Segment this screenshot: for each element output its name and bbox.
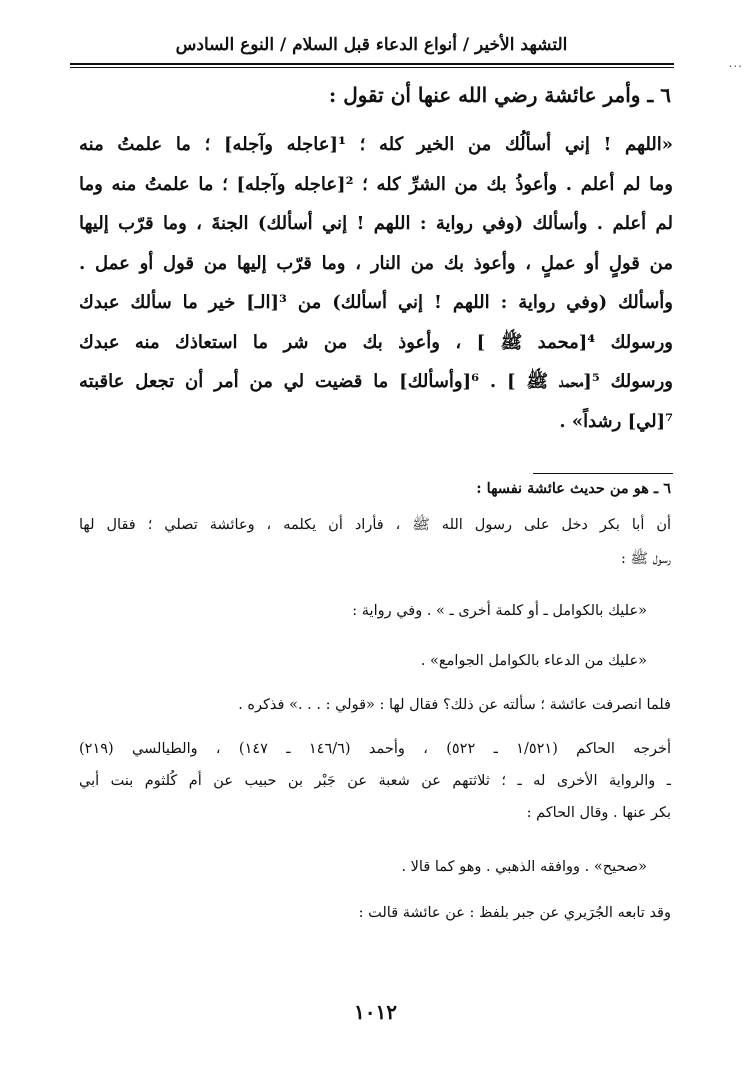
- main-text-line: ورسولك ⁵[محمد ﷺ ] . ⁶[وأسألك] ما قضيت لي من أمر أن تجعل عاقبته: [79, 371, 673, 392]
- footnote-para-4: «صحيح» . ووافقه الذهبي . وهو كما قالا .: [401, 859, 647, 875]
- header-rule-thin: [70, 67, 674, 68]
- footnote-para-5: وقد تابعه الجُرَيري عن جبر بلفظ : عن عائشة قالت :: [358, 905, 671, 921]
- main-text-line: ⁷[لي] رشداً» .: [559, 410, 673, 432]
- section-heading: ٦ ـ وأمر عائشة رضي الله عنها أن تقول :: [328, 83, 671, 107]
- header-rule-thick: [70, 63, 674, 65]
- main-text-line: وما لم أعلم . وأعوذُ بك من الشرِّ كله ؛ ²[عاجله وآجله] ؛ ما علمتُ منه وما: [79, 173, 673, 195]
- running-header: التشهد الأخير / أنواع الدعاء قبل السلام / النوع السادس: [175, 35, 568, 55]
- footnote-line: ـ والرواية الأخرى له ـ ؛ ثلاثتهم عن شعبة عن جَبْر بن حبيب عن أم كُلثوم بنت أبي: [79, 773, 671, 789]
- main-text-line: وأسألك (وفي رواية : اللهم ! إني أسألك) من ³[الـ] خير ما سألك عبدك: [79, 292, 673, 313]
- footnote-para-1: [79, 514, 671, 570]
- main-text-line: ورسولك ⁴[محمد ﷺ ] ، وأعوذ بك من شر ما استعاذك منه عبدك: [79, 331, 673, 353]
- footnote-line: بكر عنها . وقال الحاكم :: [526, 805, 671, 821]
- footnote-para-2: فلما انصرفت عائشة ؛ سألته عن ذلك؟ فقال لها : «قولي : . . .» فذكره .: [238, 697, 671, 713]
- margin-mark: ...: [728, 56, 743, 70]
- main-text: [79, 125, 673, 441]
- footnote-quote-2: «عليك من الدعاء بالكوامل الجوامع» .: [420, 653, 647, 669]
- footnote-line: أخرجه الحاكم (١/٥٢١ ـ ٥٢٢) ، وأحمد (١٤٦/٦ ـ ١٤٧) ، والطيالسي (٢١٩): [79, 741, 671, 757]
- main-text-line: «اللهم ! إني أسألُك من الخير كله ؛ ¹[عاجله وآجله] ؛ ما علمتُ منه: [79, 134, 673, 155]
- footnote-line: رسول ﷺ :: [621, 551, 671, 567]
- footnote-separator: [533, 473, 673, 474]
- footnote-quote-1: «عليك بالكوامل ـ أو كلمة أخرى ـ » . وفي رواية :: [352, 603, 647, 619]
- main-text-line: من قولٍ أو عملٍ ، وأعوذ بك من النار ، وما قرّب إليها من قول أو عمل .: [79, 252, 673, 274]
- footnote-line: أن أبا بكر دخل على رسول الله ﷺ ، فأراد أن يكلمه ، وعائشة تصلي ؛ فقال لها: [79, 517, 671, 533]
- main-text-line: لم أعلم . وأسألك (وفي رواية : اللهم ! إني أسألك) الجنةَ ، وما قرّب إليها: [79, 213, 673, 234]
- footnote-para-3: [79, 738, 671, 824]
- footnote-heading: ٦ ـ هو من حديث عائشة نفسها :: [476, 480, 671, 497]
- page-number: ١٠١٢: [354, 1000, 397, 1024]
